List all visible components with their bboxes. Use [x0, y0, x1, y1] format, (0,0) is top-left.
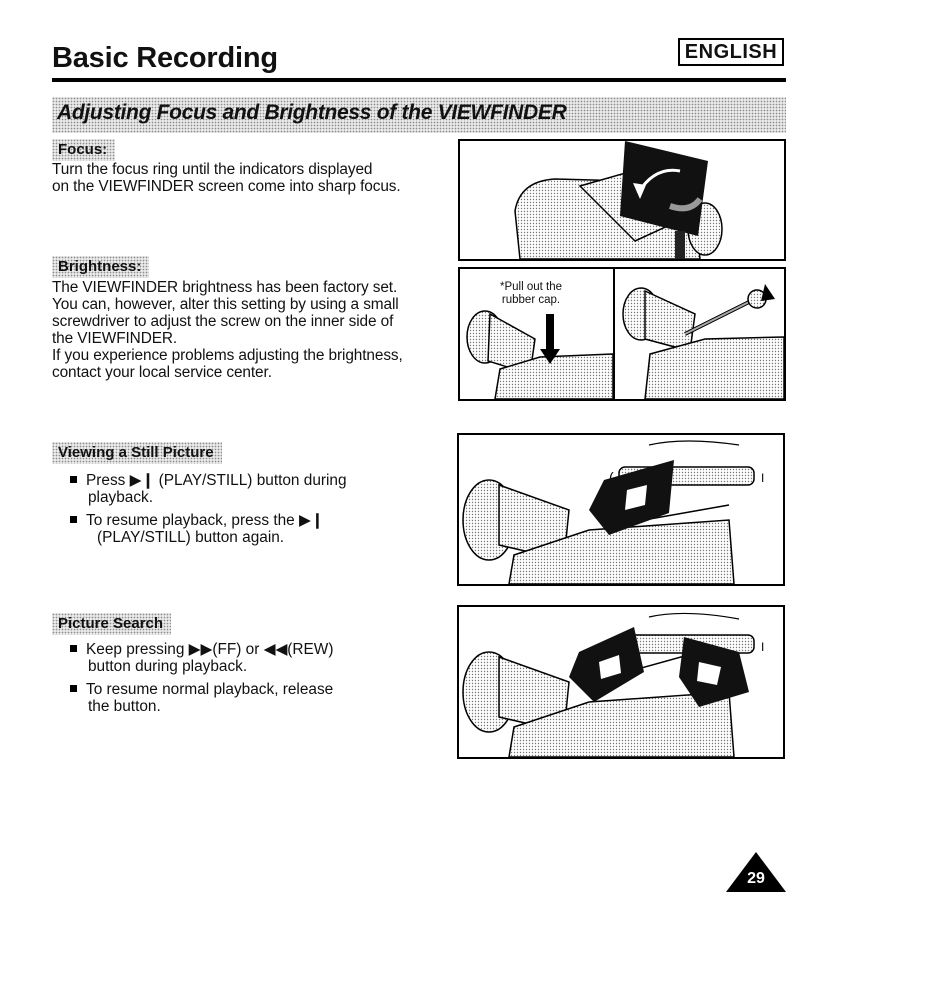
text-line: If you experience problems adjusting the brightness,	[52, 347, 403, 364]
text-line: screwdriver to adjust the screw on the inner side of	[52, 313, 394, 330]
bullet-text: (PLAY/STILL) button again.	[97, 529, 285, 546]
focus-heading: Focus:	[52, 139, 115, 161]
bullet-marker	[70, 645, 77, 652]
bullet-text: Keep pressing ▶▶(FF) or ◀◀(REW)	[86, 641, 334, 658]
search-bullet-1	[70, 641, 333, 675]
title-rule	[52, 78, 786, 82]
page-number: 29	[747, 870, 765, 887]
svg-text:I: I	[761, 640, 765, 654]
section-title: Adjusting Focus and Brightness of the VIEWFINDER	[57, 101, 567, 124]
bullet-text: To resume playback, press the ▶❙	[86, 512, 324, 529]
svg-text:(: (	[609, 469, 614, 485]
text-line: The VIEWFINDER brightness has been factory set.	[52, 279, 398, 296]
rubber-cap-callout	[500, 281, 562, 307]
rubber-cap-illustration	[458, 267, 615, 401]
bullet-text: Press ▶❙ (PLAY/STILL) button during	[86, 472, 347, 489]
bullet-text: To resume normal playback, release	[86, 681, 334, 698]
bullet-text: the button.	[88, 698, 161, 715]
callout-line: rubber cap.	[501, 294, 561, 306]
text-line: on the VIEWFINDER screen come into sharp focus.	[52, 178, 401, 195]
svg-text:I: I	[761, 471, 765, 485]
still-bullet-2	[70, 512, 324, 546]
callout-line: *Pull out the	[500, 281, 563, 293]
bullet-marker	[70, 476, 77, 483]
section-banner	[52, 97, 786, 133]
page-number-marker	[726, 852, 786, 892]
text-line: You can, however, alter this setting by using a small	[52, 296, 399, 313]
text-line: Turn the focus ring until the indicators displayed	[52, 161, 373, 178]
search-bullet-2	[70, 681, 333, 715]
page-title: Basic Recording	[52, 42, 278, 74]
bullet-marker	[70, 516, 77, 523]
language-badge: ENGLISH	[678, 38, 784, 66]
search-heading: Picture Search	[52, 613, 171, 635]
screwdriver-illustration	[613, 267, 786, 401]
bullet-marker	[70, 685, 77, 692]
ff-rew-illustration	[457, 605, 785, 759]
bullet-text: playback.	[88, 489, 154, 506]
brightness-text	[52, 279, 403, 381]
still-heading: Viewing a Still Picture	[52, 442, 222, 464]
play-still-illustration	[457, 433, 785, 586]
bullet-text: button during playback.	[88, 658, 248, 675]
brightness-heading: Brightness:	[52, 256, 149, 278]
text-line: the VIEWFINDER.	[52, 330, 178, 347]
still-bullet-1	[70, 472, 347, 506]
focus-illustration	[458, 139, 786, 261]
focus-text	[52, 161, 401, 195]
text-line: contact your local service center.	[52, 364, 272, 381]
